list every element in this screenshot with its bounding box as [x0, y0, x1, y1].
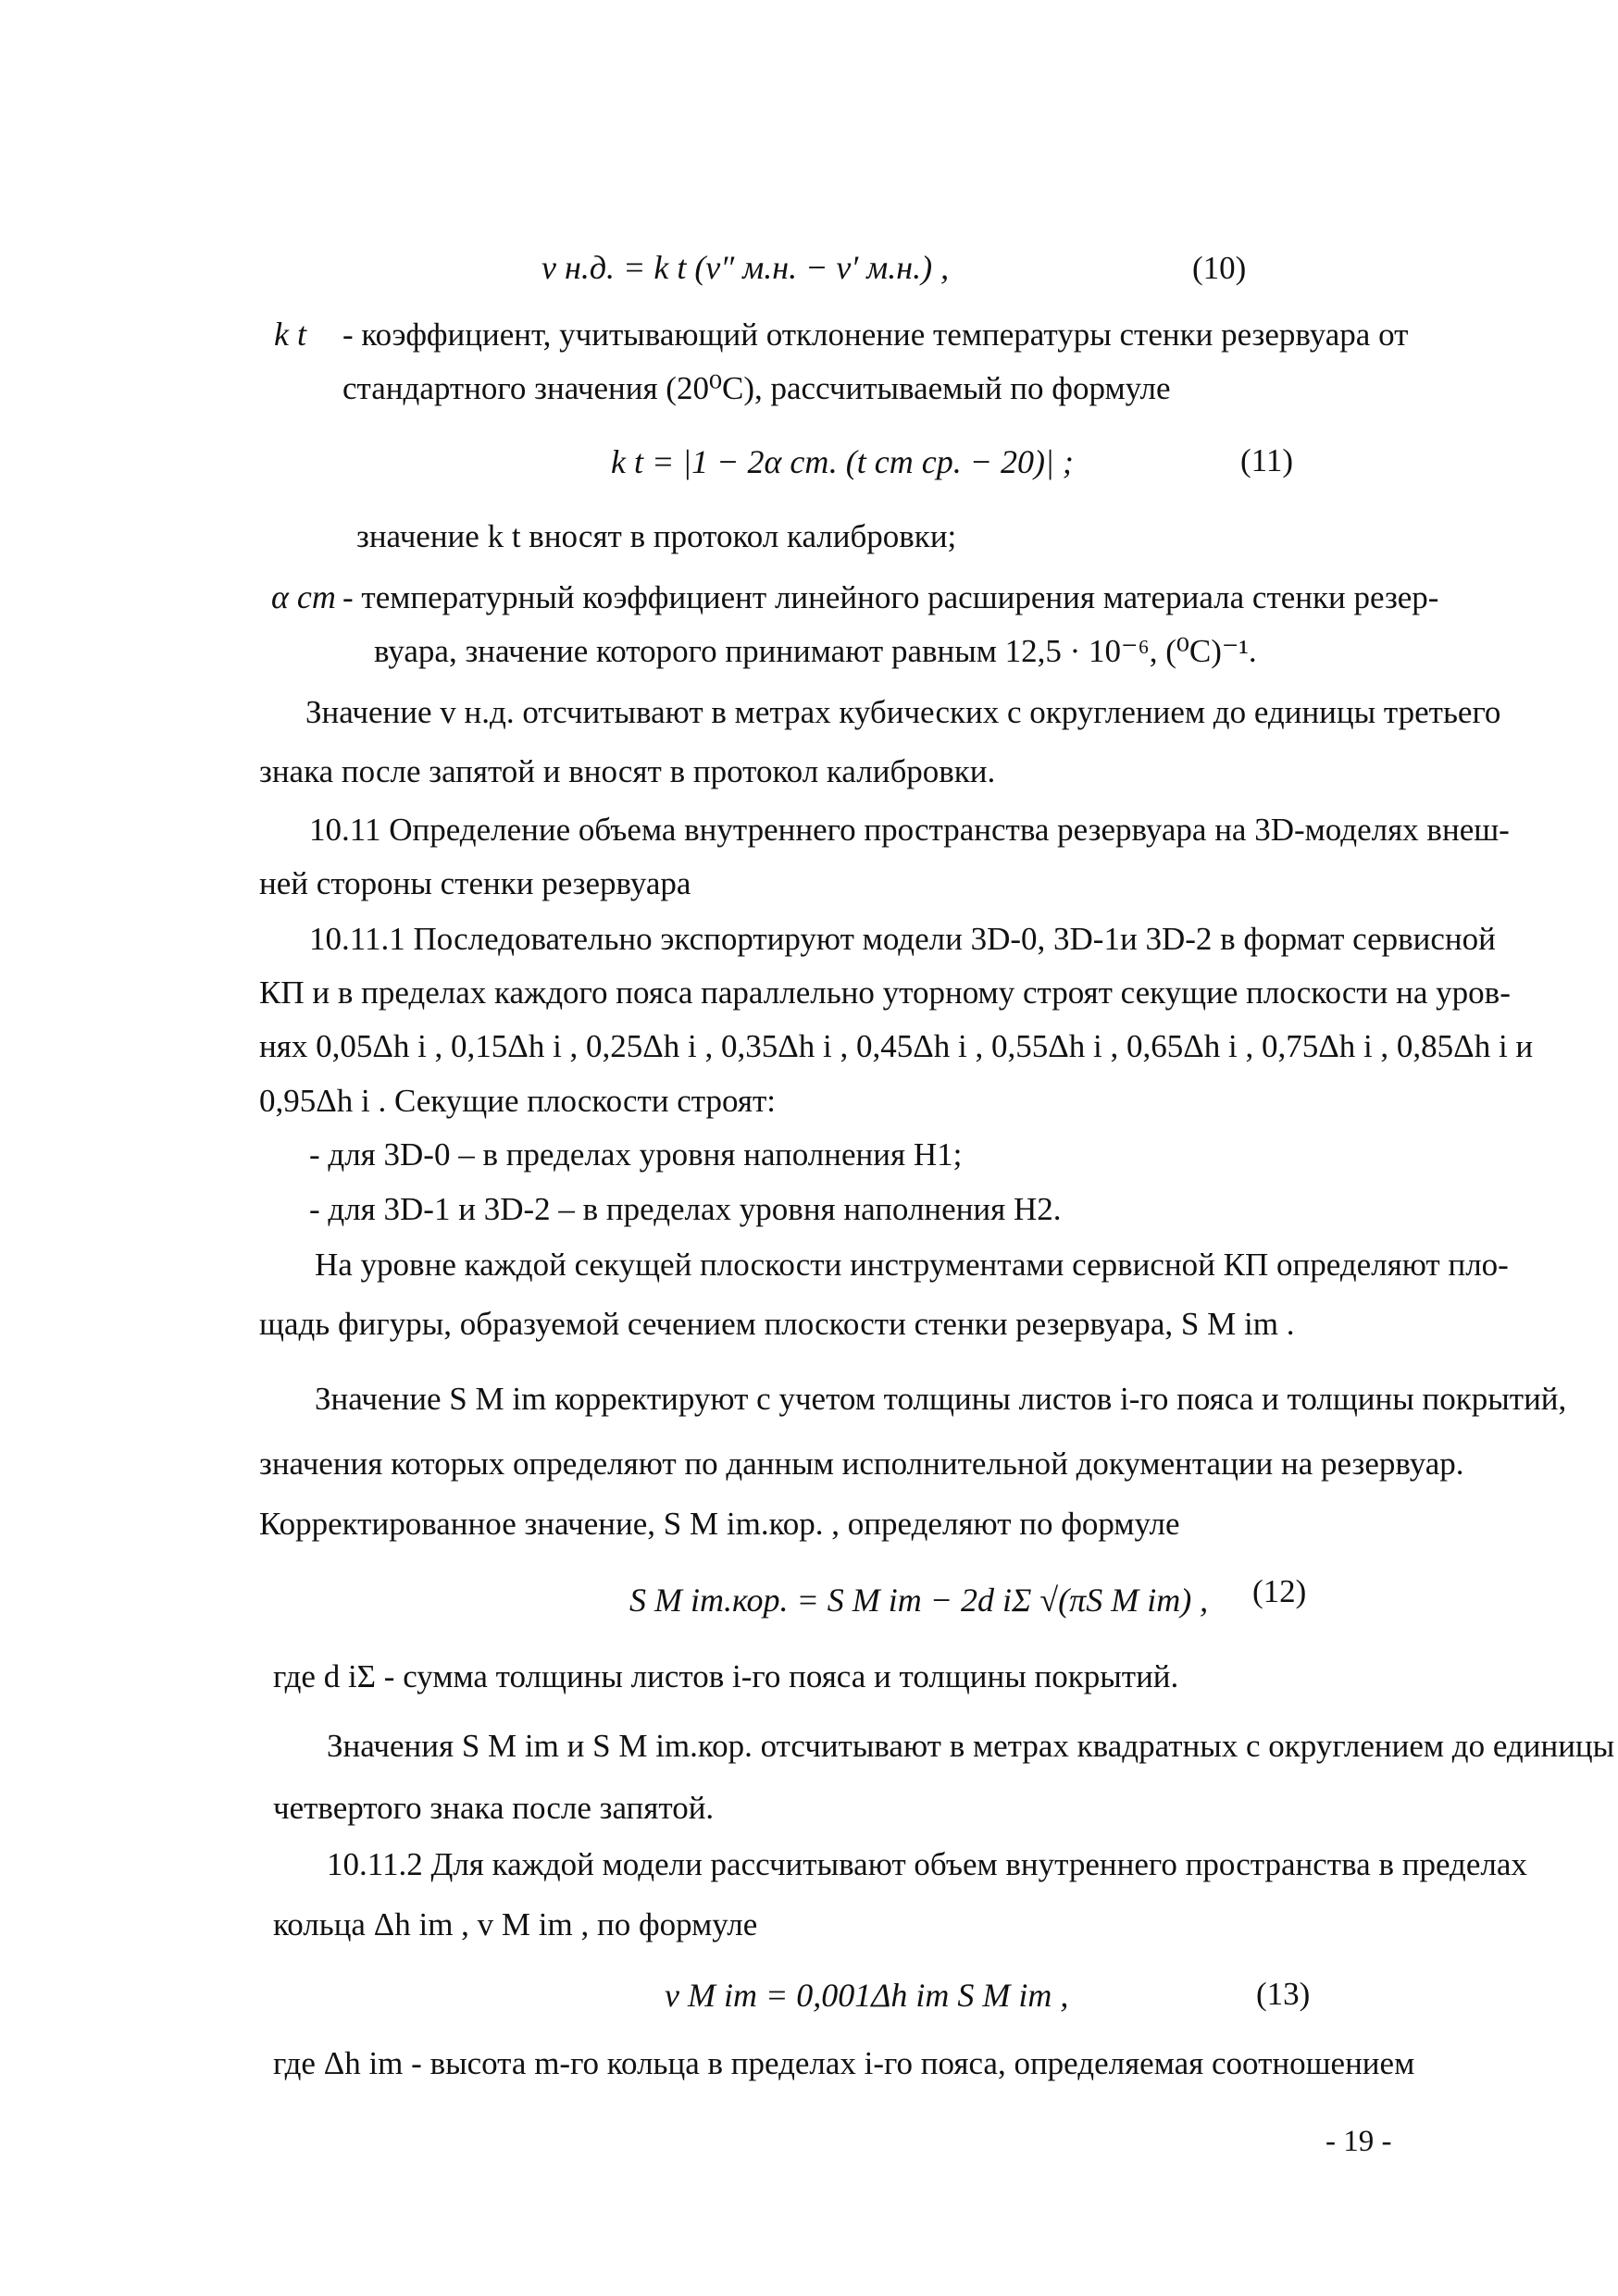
text-line: значение k t вносят в протокол калибровки; [356, 518, 957, 554]
text-line: кольца Δh im , v M im , по формуле [273, 1906, 758, 1942]
text-line: 0,95Δh i . Секущие плоскости строят: [259, 1083, 776, 1119]
text-line: На уровне каждой секущей плоскости инструментами сервисной КП определяют пло- [315, 1247, 1509, 1283]
text-line: - коэффициент, учитывающий отклонение температуры стенки резервуара от [342, 316, 1409, 353]
text-line: Значения S M im и S M im.кор. отсчитывают в метрах квадратных с округлением до единицы [327, 1728, 1615, 1764]
list-item: - для 3D-1 и 3D-2 – в пределах уровня наполнения H2. [309, 1191, 1062, 1227]
text-line: где Δh im - высота m-го кольца в пределах i-го пояса, определяемая соотношением [273, 2045, 1415, 2081]
text-line: нях 0,05Δh i , 0,15Δh i , 0,25Δh i , 0,35Δh i , 0,45Δh i , 0,55Δh i , 0,65Δh i , 0,75Δh i , 0,85Δh i и [259, 1028, 1534, 1064]
text-line: КП и в пределах каждого пояса параллельно уторному строят секущие плоскости на уров- [259, 974, 1511, 1011]
text-line: 10.11.1 Последовательно экспортируют модели 3D-0, 3D-1и 3D-2 в формат сервисной [309, 921, 1496, 957]
equation-number-12: (12) [1252, 1573, 1307, 1609]
section-heading-10-11-cont: ней стороны стенки резервуара [259, 865, 691, 901]
text-line: четвертого знака после запятой. [273, 1790, 715, 1826]
list-item: - для 3D-0 – в пределах уровня наполнения H1; [309, 1136, 963, 1173]
text-line: вуара, значение которого принимают равным 12,5 · 10⁻⁶, (⁰С)⁻¹. [374, 633, 1257, 669]
section-heading-10-11-2: 10.11.2 Для каждой модели рассчитывают объем внутреннего пространства в пределах [327, 1846, 1527, 1882]
page-number: - 19 - [1326, 2125, 1392, 2158]
equation-number-11: (11) [1240, 442, 1294, 478]
symbol-kt: k t [274, 316, 306, 353]
formula-10: v н.д. = k t (v″ м.н. − v′ м.н.) , [541, 249, 950, 286]
equation-number-13: (13) [1256, 1976, 1311, 2012]
text-line: - температурный коэффициент линейного расширения материала стенки резер- [342, 579, 1439, 615]
text-line: Корректированное значение, S M im.кор. , определяют по формуле [259, 1506, 1180, 1542]
formula-13: v M im = 0,001Δh im S M im , [665, 1977, 1069, 2014]
equation-number-10: (10) [1192, 250, 1247, 286]
formula-11: k t = |1 − 2α ст. (t ст ср. − 20)| ; [611, 443, 1074, 480]
formula-12: S M im.кор. = S M im − 2d iΣ √(πS M im) , [629, 1582, 1209, 1619]
text-line: Значение v н.д. отсчитывают в метрах кубических с округлением до единицы третьего [305, 694, 1501, 730]
section-heading-10-11: 10.11 Определение объема внутреннего пространства резервуара на 3D-моделях внеш- [309, 812, 1510, 848]
text-line: щадь фигуры, образуемой сечением плоскости стенки резервуара, S M im . [259, 1306, 1295, 1342]
text-line: Значение S M im корректируют с учетом толщины листов i-го пояса и толщины покрытий, [315, 1381, 1567, 1417]
text-line: знака после запятой и вносят в протокол калибровки. [259, 753, 996, 789]
text-line: стандартного значения (20⁰С), рассчитываемый по формуле [342, 370, 1171, 406]
symbol-alpha-st: α ст [271, 578, 336, 615]
text-line: где d iΣ - сумма толщины листов i-го пояса и толщины покрытий. [273, 1658, 1179, 1694]
text-line: значения которых определяют по данным исполнительной документации на резервуар. [259, 1446, 1464, 1482]
